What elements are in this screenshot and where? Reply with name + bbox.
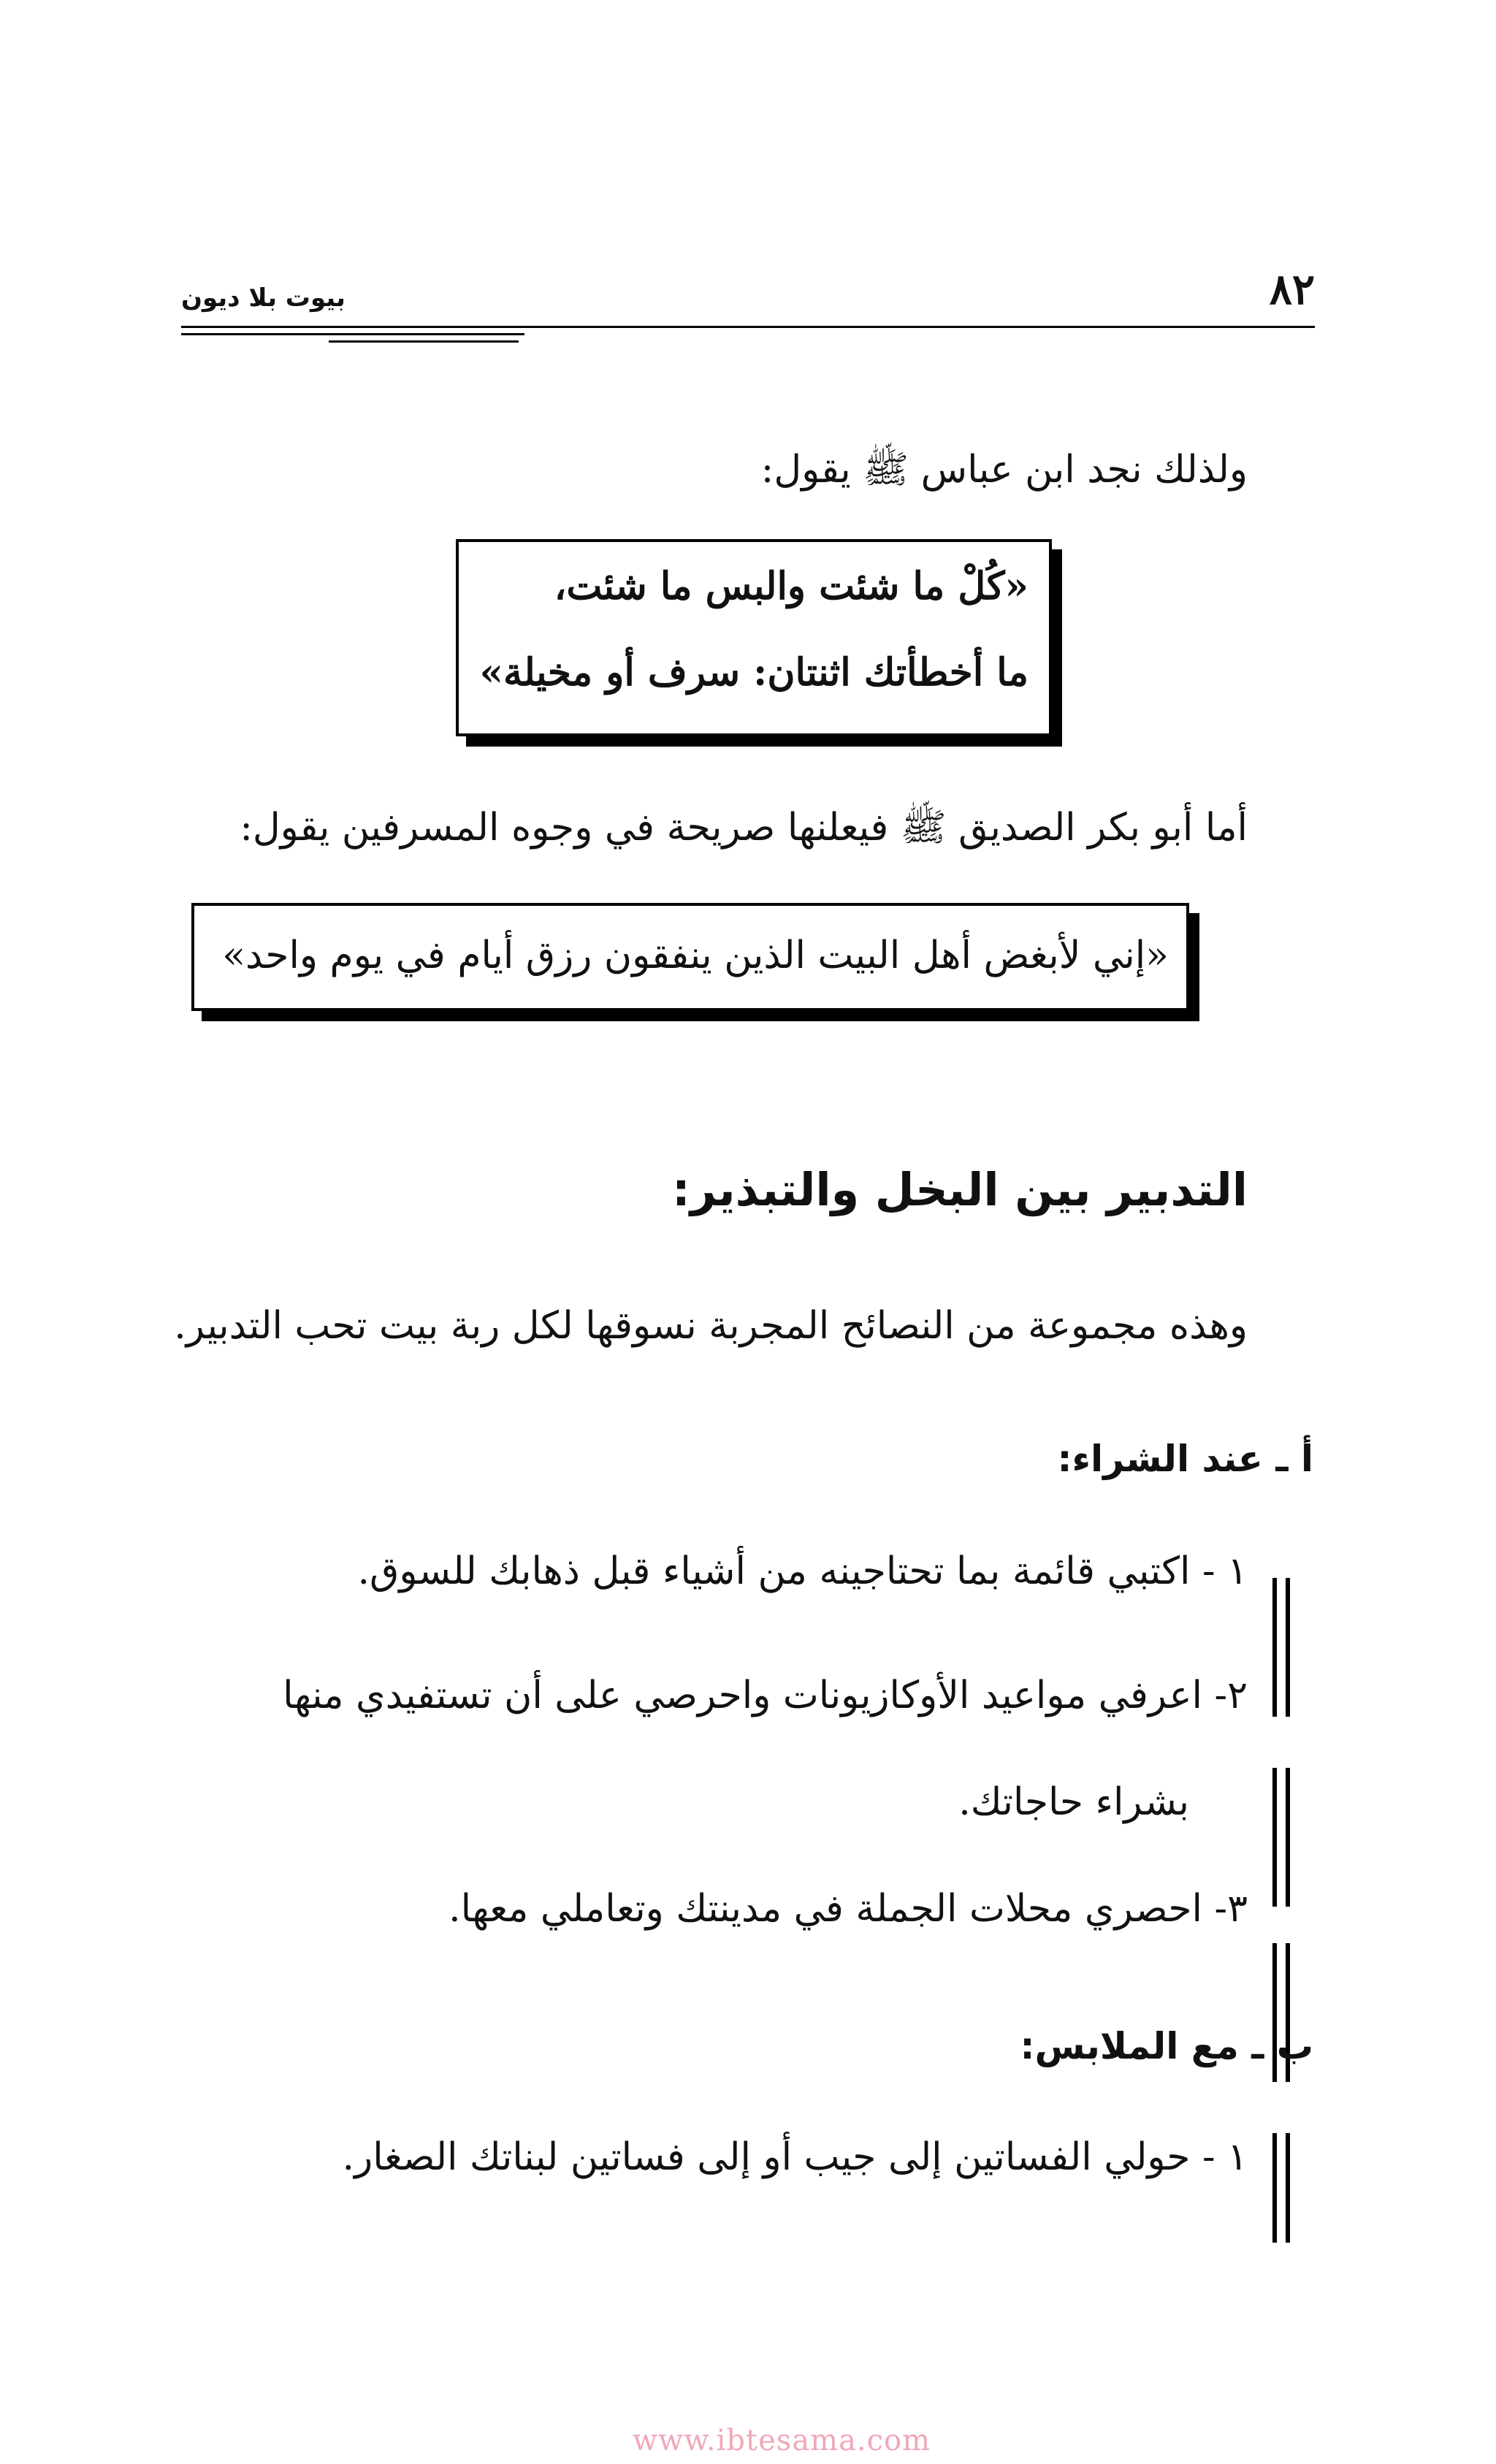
margin-bar: [1272, 1578, 1277, 1717]
margin-bar: [1272, 2133, 1277, 2243]
header-rule-accent: [329, 340, 519, 343]
page-number: ٨٢: [1269, 264, 1315, 314]
shopping-item-2-line-2: بشراء حاجاتك.: [958, 1780, 1189, 1824]
margin-bar: [1286, 2133, 1290, 2243]
intro-ibn-abbas: ولذلك نجد ابن عباس ﷺ يقول:: [760, 448, 1248, 492]
section-intro: وهذه مجموعة من النصائح المجربة نسوقها لكل ربة بيت تحب التدبير.: [174, 1304, 1248, 1348]
margin-bar: [1286, 1578, 1290, 1717]
shopping-item-3: ٣- احصري محلات الجملة في مدينتك وتعاملي معها.: [449, 1887, 1248, 1931]
quote-abu-bakr: «إني لأبغض أهل البيت الذين ينفقون رزق أيام في يوم واحد»: [222, 934, 1169, 977]
running-title: بيوت بلا ديون: [181, 283, 346, 313]
clothes-title: ب ـ مع الملابس:: [1020, 2025, 1313, 2067]
header-rule-double: [181, 333, 524, 335]
section-heading: التدبير بين البخل والتبذير:: [672, 1163, 1248, 1216]
quote-line-2: ما أخطأتك اثنتان: سرف أو مخيلة»: [479, 650, 1028, 695]
shopping-item-1: ١ - اكتبي قائمة بما تحتاجينه من أشياء قبل ذهابك للسوق.: [357, 1549, 1248, 1593]
margin-bar: [1286, 1768, 1290, 1907]
shopping-item-2-line-1: ٢- اعرفي مواعيد الأوكازيونات واحرصي على أن تستفيدي منها: [283, 1674, 1248, 1717]
quote-line-1: «كُلْ ما شئت والبس ما شئت،: [554, 564, 1028, 609]
quote-box-ibn-abbas: [456, 539, 1052, 736]
watermark: www.ibtesama.com: [632, 2424, 931, 2457]
margin-bar: [1272, 1768, 1277, 1907]
header-rule: [181, 326, 1315, 328]
shopping-title: أ ـ عند الشراء:: [1057, 1438, 1313, 1480]
intro-abu-bakr: أما أبو بكر الصديق ﷺ فيعلنها صريحة في وجوه المسرفين يقول:: [240, 806, 1248, 850]
clothes-item-1: ١ - حولي الفساتين إلى جيب أو إلى فساتين لبناتك الصغار.: [342, 2135, 1248, 2179]
quote-box-abu-bakr: [191, 903, 1189, 1011]
